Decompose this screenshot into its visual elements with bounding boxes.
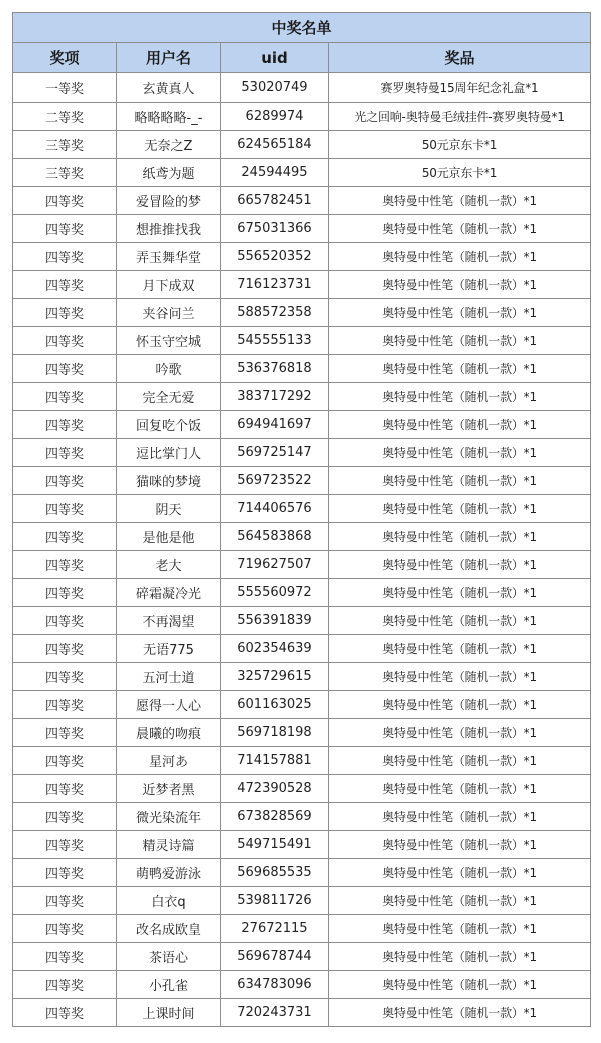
cell-prize-level: 四等奖: [13, 551, 117, 579]
cell-username: 吟歌: [117, 355, 221, 383]
table-row: [13, 73, 591, 103]
cell-username: 晨曦的吻痕: [117, 719, 221, 747]
cell-username: 白衣q: [117, 887, 221, 915]
cell-username: 五河士道: [117, 663, 221, 691]
cell-uid: 714157881: [221, 747, 329, 775]
cell-prize: 50元京东卡*1: [329, 131, 591, 159]
title-row: [13, 13, 591, 43]
cell-uid: 6289974: [221, 103, 329, 131]
cell-prize: 奥特曼中性笔（随机一款）*1: [329, 383, 591, 411]
cell-prize-level: 三等奖: [13, 159, 117, 187]
cell-prize: 奥特曼中性笔（随机一款）*1: [329, 579, 591, 607]
table-body: [13, 73, 591, 1027]
cell-prize: 奥特曼中性笔（随机一款）*1: [329, 971, 591, 999]
winners-table-container: [12, 12, 590, 1027]
cell-username: 上课时间: [117, 999, 221, 1027]
cell-uid: 383717292: [221, 383, 329, 411]
cell-prize: 奥特曼中性笔（随机一款）*1: [329, 523, 591, 551]
cell-prize-level: 四等奖: [13, 607, 117, 635]
cell-prize: 奥特曼中性笔（随机一款）*1: [329, 607, 591, 635]
cell-prize-level: 一等奖: [13, 73, 117, 103]
cell-uid: 569685535: [221, 859, 329, 887]
cell-prize: 赛罗奥特曼15周年纪念礼盒*1: [329, 73, 591, 103]
cell-username: 略略略略-_-: [117, 103, 221, 131]
cell-username: 老大: [117, 551, 221, 579]
header-prize-level: 奖项: [13, 43, 117, 73]
cell-username: 爱冒险的梦: [117, 187, 221, 215]
table-row: [13, 327, 591, 355]
cell-uid: 601163025: [221, 691, 329, 719]
cell-username: 纸鸢为题: [117, 159, 221, 187]
cell-prize: 奥特曼中性笔（随机一款）*1: [329, 187, 591, 215]
cell-uid: 539811726: [221, 887, 329, 915]
cell-uid: 716123731: [221, 271, 329, 299]
cell-uid: 569725147: [221, 439, 329, 467]
cell-uid: 602354639: [221, 635, 329, 663]
cell-prize: 奥特曼中性笔（随机一款）*1: [329, 915, 591, 943]
cell-prize: 奥特曼中性笔（随机一款）*1: [329, 747, 591, 775]
header-prize: 奖品: [329, 43, 591, 73]
cell-username: 逗比掌门人: [117, 439, 221, 467]
cell-prize-level: 四等奖: [13, 299, 117, 327]
cell-uid: 564583868: [221, 523, 329, 551]
table-row: [13, 607, 591, 635]
cell-uid: 325729615: [221, 663, 329, 691]
cell-prize: 奥特曼中性笔（随机一款）*1: [329, 999, 591, 1027]
cell-prize: 奥特曼中性笔（随机一款）*1: [329, 467, 591, 495]
cell-username: 阴天: [117, 495, 221, 523]
cell-prize-level: 四等奖: [13, 999, 117, 1027]
cell-prize-level: 三等奖: [13, 131, 117, 159]
cell-uid: 719627507: [221, 551, 329, 579]
cell-prize: 奥特曼中性笔（随机一款）*1: [329, 355, 591, 383]
cell-prize-level: 四等奖: [13, 635, 117, 663]
header-username: 用户名: [117, 43, 221, 73]
table-row: [13, 691, 591, 719]
table-row: [13, 495, 591, 523]
cell-uid: 53020749: [221, 73, 329, 103]
table-title: 中奖名单: [13, 13, 591, 43]
cell-username: 茶语心: [117, 943, 221, 971]
cell-username: 星河あ: [117, 747, 221, 775]
cell-prize: 奥特曼中性笔（随机一款）*1: [329, 887, 591, 915]
cell-prize: 奥特曼中性笔（随机一款）*1: [329, 943, 591, 971]
cell-prize-level: 四等奖: [13, 523, 117, 551]
cell-prize-level: 四等奖: [13, 579, 117, 607]
cell-username: 玄黄真人: [117, 73, 221, 103]
cell-prize-level: 四等奖: [13, 663, 117, 691]
cell-uid: 24594495: [221, 159, 329, 187]
table-row: [13, 971, 591, 999]
cell-username: 萌鸭爱游泳: [117, 859, 221, 887]
cell-uid: 555560972: [221, 579, 329, 607]
cell-uid: 556391839: [221, 607, 329, 635]
table-row: [13, 131, 591, 159]
cell-username: 精灵诗篇: [117, 831, 221, 859]
cell-prize-level: 四等奖: [13, 691, 117, 719]
cell-username: 弄玉舞华堂: [117, 243, 221, 271]
cell-username: 改名成欧皇: [117, 915, 221, 943]
cell-prize: 50元京东卡*1: [329, 159, 591, 187]
cell-uid: 472390528: [221, 775, 329, 803]
table-row: [13, 243, 591, 271]
cell-prize-level: 四等奖: [13, 355, 117, 383]
cell-uid: 569718198: [221, 719, 329, 747]
table-row: [13, 215, 591, 243]
cell-prize-level: 四等奖: [13, 439, 117, 467]
cell-uid: 556520352: [221, 243, 329, 271]
table-row: [13, 299, 591, 327]
winners-table: [12, 12, 591, 1027]
cell-prize-level: 四等奖: [13, 775, 117, 803]
table-row: [13, 411, 591, 439]
cell-username: 月下成双: [117, 271, 221, 299]
cell-prize-level: 四等奖: [13, 719, 117, 747]
cell-uid: 634783096: [221, 971, 329, 999]
table-row: [13, 355, 591, 383]
cell-username: 无语775: [117, 635, 221, 663]
table-row: [13, 523, 591, 551]
cell-prize-level: 四等奖: [13, 187, 117, 215]
cell-prize: 奥特曼中性笔（随机一款）*1: [329, 859, 591, 887]
cell-prize-level: 四等奖: [13, 887, 117, 915]
cell-prize-level: 四等奖: [13, 495, 117, 523]
cell-username: 猫咪的梦境: [117, 467, 221, 495]
cell-prize: 奥特曼中性笔（随机一款）*1: [329, 495, 591, 523]
cell-prize: 奥特曼中性笔（随机一款）*1: [329, 271, 591, 299]
table-row: [13, 747, 591, 775]
cell-prize-level: 四等奖: [13, 803, 117, 831]
table-row: [13, 719, 591, 747]
cell-prize-level: 四等奖: [13, 747, 117, 775]
table-row: [13, 271, 591, 299]
cell-prize-level: 四等奖: [13, 467, 117, 495]
cell-prize-level: 四等奖: [13, 411, 117, 439]
cell-uid: 714406576: [221, 495, 329, 523]
cell-username: 回复吃个饭: [117, 411, 221, 439]
cell-uid: 569678744: [221, 943, 329, 971]
table-row: [13, 859, 591, 887]
table-row: [13, 775, 591, 803]
cell-username: 无奈之Z: [117, 131, 221, 159]
cell-prize-level: 四等奖: [13, 915, 117, 943]
table-row: [13, 159, 591, 187]
cell-username: 不再渴望: [117, 607, 221, 635]
cell-username: 小孔雀: [117, 971, 221, 999]
cell-prize: 奥特曼中性笔（随机一款）*1: [329, 439, 591, 467]
cell-prize: 奥特曼中性笔（随机一款）*1: [329, 831, 591, 859]
cell-prize: 奥特曼中性笔（随机一款）*1: [329, 635, 591, 663]
cell-prize: 奥特曼中性笔（随机一款）*1: [329, 803, 591, 831]
table-row: [13, 915, 591, 943]
cell-username: 夹谷问兰: [117, 299, 221, 327]
cell-username: 愿得一人心: [117, 691, 221, 719]
table-row: [13, 635, 591, 663]
table-row: [13, 467, 591, 495]
cell-uid: 549715491: [221, 831, 329, 859]
cell-uid: 673828569: [221, 803, 329, 831]
table-row: [13, 887, 591, 915]
cell-prize: 奥特曼中性笔（随机一款）*1: [329, 411, 591, 439]
cell-prize: 奥特曼中性笔（随机一款）*1: [329, 215, 591, 243]
header-row: [13, 43, 591, 73]
cell-prize-level: 四等奖: [13, 971, 117, 999]
cell-prize: 奥特曼中性笔（随机一款）*1: [329, 719, 591, 747]
cell-prize-level: 四等奖: [13, 327, 117, 355]
table-row: [13, 551, 591, 579]
cell-prize: 奥特曼中性笔（随机一款）*1: [329, 299, 591, 327]
table-row: [13, 943, 591, 971]
cell-prize-level: 四等奖: [13, 215, 117, 243]
table-row: [13, 579, 591, 607]
cell-prize: 奥特曼中性笔（随机一款）*1: [329, 551, 591, 579]
table-row: [13, 187, 591, 215]
table-row: [13, 439, 591, 467]
table-row: [13, 999, 591, 1027]
cell-prize: 奥特曼中性笔（随机一款）*1: [329, 243, 591, 271]
cell-username: 怀玉守空城: [117, 327, 221, 355]
cell-uid: 624565184: [221, 131, 329, 159]
cell-username: 想推推找我: [117, 215, 221, 243]
header-uid: uid: [221, 43, 329, 73]
cell-username: 完全无爱: [117, 383, 221, 411]
cell-prize: 奥特曼中性笔（随机一款）*1: [329, 663, 591, 691]
cell-prize-level: 四等奖: [13, 243, 117, 271]
cell-username: 是他是他: [117, 523, 221, 551]
cell-prize: 奥特曼中性笔（随机一款）*1: [329, 775, 591, 803]
cell-username: 近梦者黑: [117, 775, 221, 803]
cell-uid: 569723522: [221, 467, 329, 495]
cell-prize-level: 四等奖: [13, 943, 117, 971]
table-row: [13, 103, 591, 131]
cell-uid: 675031366: [221, 215, 329, 243]
cell-prize-level: 四等奖: [13, 383, 117, 411]
cell-uid: 588572358: [221, 299, 329, 327]
cell-username: 微光染流年: [117, 803, 221, 831]
table-row: [13, 663, 591, 691]
table-row: [13, 803, 591, 831]
cell-prize-level: 四等奖: [13, 831, 117, 859]
cell-prize: 奥特曼中性笔（随机一款）*1: [329, 691, 591, 719]
cell-prize: 奥特曼中性笔（随机一款）*1: [329, 327, 591, 355]
cell-uid: 536376818: [221, 355, 329, 383]
table-row: [13, 831, 591, 859]
cell-prize-level: 二等奖: [13, 103, 117, 131]
cell-prize: 光之回响-奥特曼毛绒挂件-赛罗奥特曼*1: [329, 103, 591, 131]
cell-uid: 720243731: [221, 999, 329, 1027]
cell-username: 碎霜凝冷光: [117, 579, 221, 607]
cell-uid: 694941697: [221, 411, 329, 439]
cell-uid: 665782451: [221, 187, 329, 215]
table-row: [13, 383, 591, 411]
cell-prize-level: 四等奖: [13, 271, 117, 299]
cell-uid: 545555133: [221, 327, 329, 355]
cell-uid: 27672115: [221, 915, 329, 943]
cell-prize-level: 四等奖: [13, 859, 117, 887]
